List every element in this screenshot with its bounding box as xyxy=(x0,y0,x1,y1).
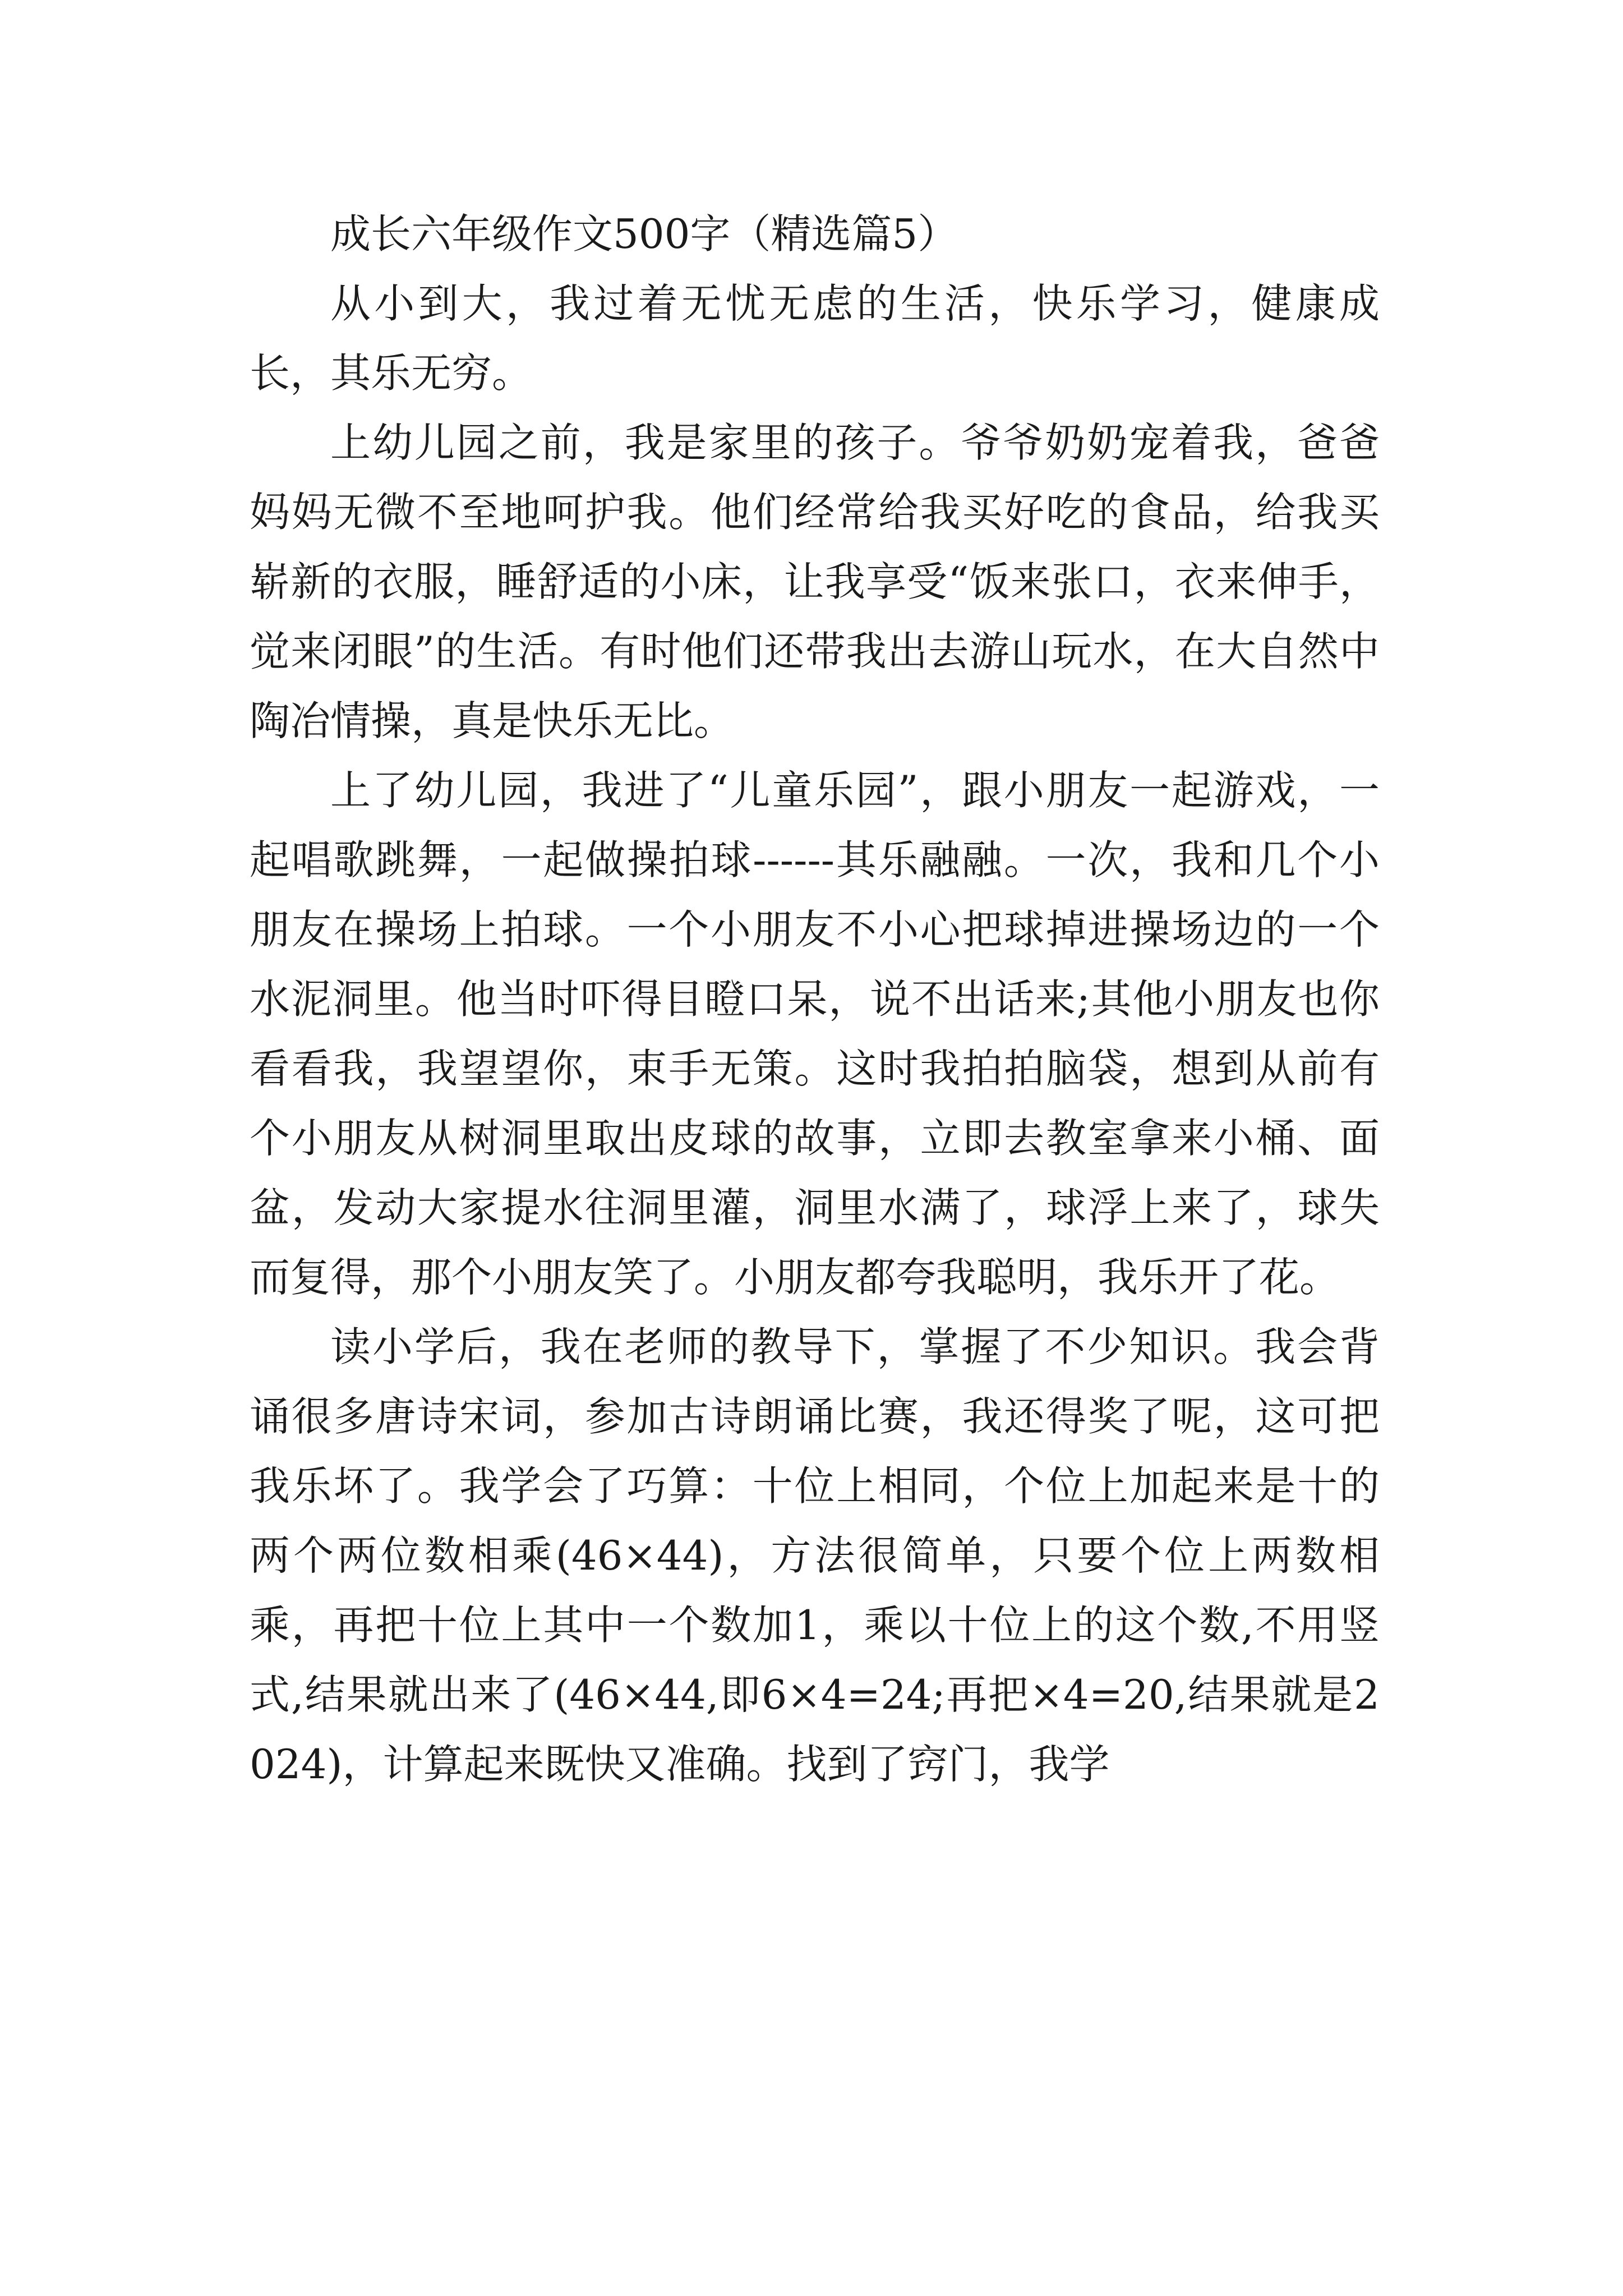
essay-title: 成长六年级作文500字（精选篇5） xyxy=(330,210,958,257)
paragraph-1: 从小到大，我过着无忧无虑的生活，快乐学习，健康成长，其乐无穷。 xyxy=(250,280,1380,397)
paragraph-2: 上幼儿园之前，我是家里的孩子。爷爷奶奶宠着我，爸爸妈妈无微不至地呵护我。他们经常给我买好吃的食品，给我买崭新的衣服，睡舒适的小床，让我享受“饭来张口，衣来伸手，觉来闭眼”的生活。有时他们还带我出去游山玩水，在大自然中陶冶情操，真是快乐无比。 xyxy=(250,419,1380,744)
paragraph-4: 读小学后，我在老师的教导下，掌握了不少知识。我会背诵很多唐诗宋词，参加古诗朗诵比赛，我还得奖了呢，这可把我乐坏了。我学会了巧算：十位上相同，个位上加起来是十的两个两位数相乘(46×44)，方法很简单，只要个位上两数相乘，再把十位上其中一个数加1，乘以十位上的这个数,不用竖式,结果就出来了(46×44,即6×4=24;再把×4=20,结果就是2024)，计算起来既快又准确。找到了窍门，我学 xyxy=(250,1323,1380,1788)
paragraph-3: 上了幼儿园，我进了“儿童乐园”，跟小朋友一起游戏，一起唱歌跳舞，一起做操拍球------其乐融融。一次，我和几个小朋友在操场上拍球。一个小朋友不小心把球掉进操场边的一个水泥洞里。他当时吓得目瞪口呆，说不出话来;其他小朋友也你看看我，我望望你，束手无策。这时我拍拍脑袋，想到从前有个小朋友从树洞里取出皮球的故事，立即去教室拿来小桶、面盆，发动大家提水往洞里灌，洞里水满了，球浮上来了，球失而复得，那个小朋友笑了。小朋友都夸我聪明，我乐开了花。 xyxy=(250,767,1380,1301)
essay-body xyxy=(250,199,1380,1799)
